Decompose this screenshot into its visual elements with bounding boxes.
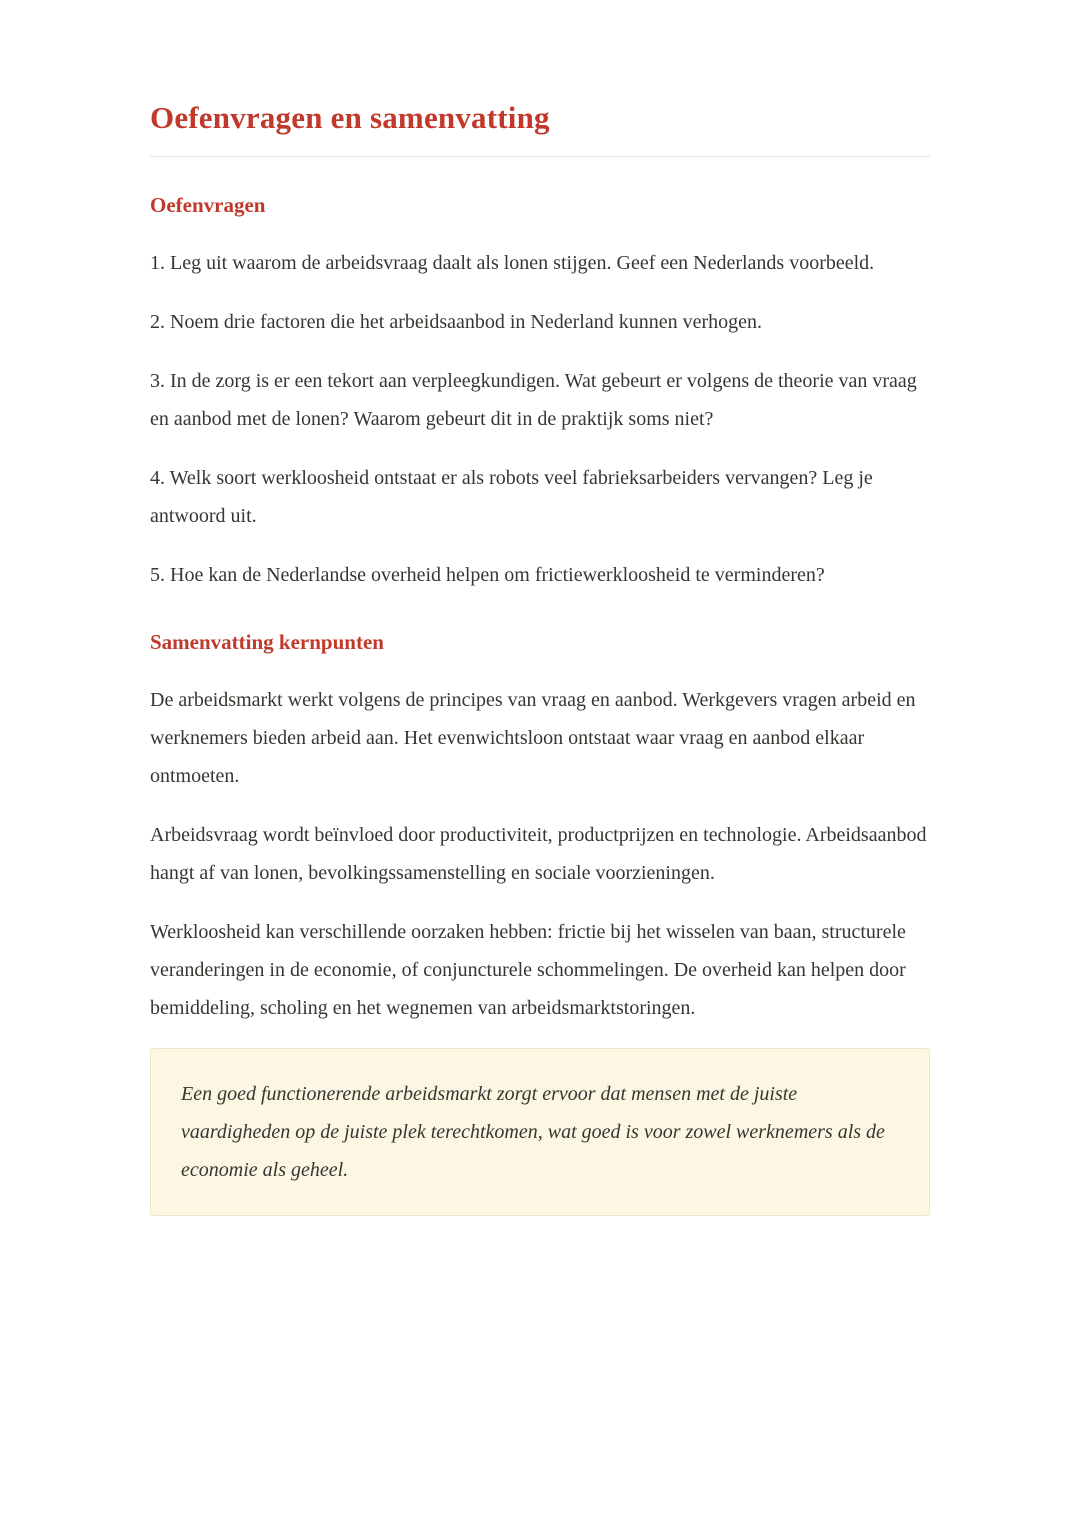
section-heading-samenvatting: Samenvatting kernpunten — [150, 630, 384, 654]
question-item-1: 1. Leg uit waarom de arbeidsvraag daalt als lonen stijgen. Geef een Nederlands voorbeeld. — [150, 252, 875, 274]
page-title: Oefenvragen en samenvatting — [150, 100, 550, 135]
summary-paragraph-1: De arbeidsmarkt werkt volgens de principes van vraag en aanbod. Werkgevers vragen arbeid en werknemers bieden arbeid aan. Het evenwichtsloon ontstaat waar vraag en aanbod elkaar ontmoeten. — [150, 689, 916, 787]
summary-paragraph-2: Arbeidsvraag wordt beïnvloed door productiviteit, productprijzen en technologie. Arbeidsaanbod hangt af van lonen, bevolkingssamenstelling en sociale voorzieningen. — [150, 824, 927, 884]
question-item-4: 4. Welk soort werkloosheid ontstaat er als robots veel fabrieksarbeiders vervangen? Leg je antwoord uit. — [150, 467, 873, 527]
summary-paragraph-3: Werkloosheid kan verschillende oorzaken hebben: frictie bij het wisselen van baan, structurele veranderingen in de economie, of conjuncturele schommelingen. De overheid kan helpen door bemiddeling, scholing en het wegnemen van arbeidsmarktstoringen. — [150, 921, 906, 1019]
question-item-5: 5. Hoe kan de Nederlandse overheid helpen om frictiewerkloosheid te verminderen? — [150, 564, 825, 586]
callout-box — [150, 1048, 930, 1216]
question-item-2: 2. Noem drie factoren die het arbeidsaanbod in Nederland kunnen verhogen. — [150, 311, 762, 333]
question-item-3: 3. In de zorg is er een tekort aan verpleegkundigen. Wat gebeurt er volgens de theorie van vraag en aanbod met de lonen? Waarom gebeurt dit in de praktijk soms niet? — [150, 370, 917, 430]
document-page — [150, 0, 930, 1296]
section-heading-oefenvragen: Oefenvragen — [150, 193, 266, 217]
title-divider — [150, 156, 930, 157]
callout-text: Een goed functionerende arbeidsmarkt zorgt ervoor dat mensen met de juiste vaardigheden op de juiste plek terechtkomen, wat goed is voor zowel werknemers als de economie als geheel. — [181, 1083, 885, 1181]
